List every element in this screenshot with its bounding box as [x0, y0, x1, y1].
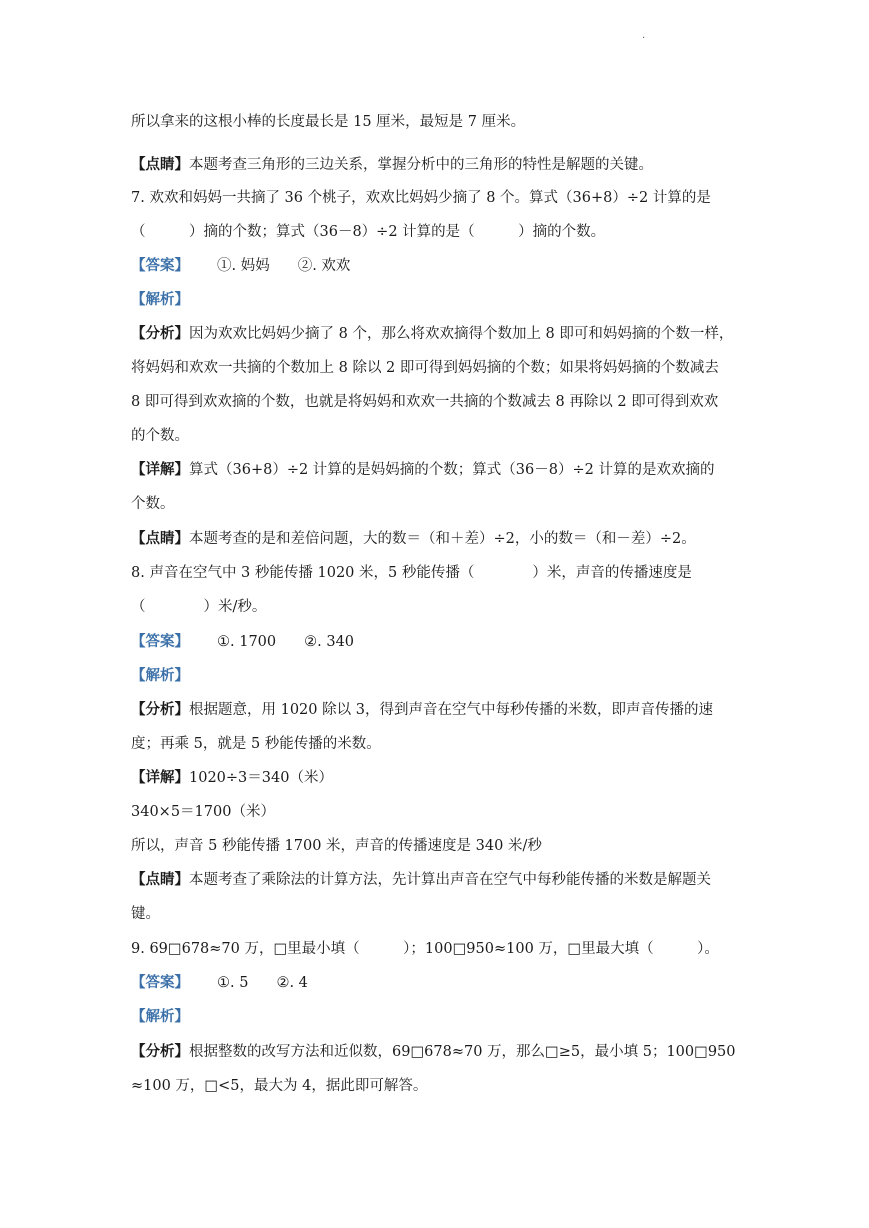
answer-tag: 【答案】: [131, 633, 189, 650]
line-text: 本题考查的是和差倍问题，大的数＝（和＋差）÷2，小的数＝（和－差）÷2。: [189, 531, 696, 547]
answer-2: ②. 欢欢: [297, 258, 351, 274]
text-line: 8 即可得到欢欢摘的个数，也就是将妈妈和欢欢一共摘的个数减去 8 再除以 2 即可得到欢欢: [131, 394, 719, 410]
answer-line: [131, 632, 741, 652]
answer-1: ①. 5: [217, 975, 249, 991]
text-line: 的个数。: [131, 428, 189, 444]
text-line: 340×5＝1700（米）: [131, 804, 275, 820]
section-tag: 【分析】: [131, 701, 189, 718]
analysis-line: [131, 700, 741, 720]
question-7-cont: （ ）摘的个数；算式（36－8）÷2 计算的是（ ）摘的个数。: [131, 224, 606, 240]
analysis-line: [131, 324, 741, 344]
page-marker: .: [642, 30, 646, 41]
section-tag: 【详解】: [131, 461, 189, 478]
line-text: 本题考查三角形的三边关系，掌握分析中的三角形的特性是解题的关键。: [189, 157, 653, 173]
section-tag: 【点睛】: [131, 530, 189, 547]
comment-line: [131, 529, 741, 549]
answer-1: ①. 妈妈: [217, 258, 270, 274]
section-tag: 【点睛】: [131, 871, 189, 888]
analysis-tag: 【解析】: [131, 667, 189, 684]
question-7: 7. 欢欢和妈妈一共摘了 36 个桃子，欢欢比妈妈少摘了 8 个。算式（36+8）÷2 计算的是: [131, 190, 711, 206]
answer-2: ②. 340: [304, 634, 355, 650]
line-text: 根据整数的改写方法和近似数，69□678≈70 万，那么□≥5，最小填 5；100□950: [189, 1044, 736, 1060]
line-text: 因为欢欢比妈妈少摘了 8 个，那么将欢欢摘得个数加上 8 即可和妈妈摘的个数一样，: [189, 326, 734, 342]
detail-line: [131, 460, 741, 480]
text-line: 个数。: [131, 496, 175, 512]
answer-line: [131, 973, 741, 993]
line-text: 根据题意，用 1020 除以 3，得到声音在空气中每秒传播的米数，即声音传播的速: [189, 702, 713, 718]
comment-line: [131, 155, 741, 175]
question-8-cont: （ ）米/秒。: [131, 599, 267, 615]
question-9: 9. 69□678≈70 万，□里最小填（ ）；100□950≈100 万，□里最大填（ ）。: [131, 941, 719, 957]
detail-line: [131, 768, 741, 788]
text-line: 键。: [131, 906, 160, 922]
text-line: 所以拿来的这根小棒的长度最长是 15 厘米，最短是 7 厘米。: [131, 114, 526, 130]
answer-2: ②. 4: [276, 975, 308, 991]
section-tag: 【点睛】: [131, 156, 189, 173]
line-text: 本题考查了乘除法的计算方法，先计算出声音在空气中每秒能传播的米数是解题关: [189, 872, 711, 888]
section-tag: 【分析】: [131, 325, 189, 342]
comment-line: [131, 870, 741, 890]
question-8: 8. 声音在空气中 3 秒能传播 1020 米，5 秒能传播（ ）米，声音的传播速度是: [131, 565, 692, 581]
answer-tag: 【答案】: [131, 974, 189, 991]
answer-1: ①. 1700: [217, 634, 277, 650]
line-text: 1020÷3＝340（米）: [189, 770, 333, 786]
text-line: 所以，声音 5 秒能传播 1700 米，声音的传播速度是 340 米/秒: [131, 838, 542, 854]
line-text: 算式（36+8）÷2 计算的是妈妈摘的个数；算式（36－8）÷2 计算的是欢欢摘的: [189, 462, 715, 478]
text-line: 度；再乘 5，就是 5 秒能传播的米数。: [131, 736, 381, 752]
section-tag: 【详解】: [131, 769, 189, 786]
analysis-tag: 【解析】: [131, 291, 189, 308]
section-tag: 【分析】: [131, 1043, 189, 1060]
text-line: ≈100 万，□<5，最大为 4，据此即可解答。: [131, 1078, 428, 1094]
text-line: 将妈妈和欢欢一共摘的个数加上 8 除以 2 即可得到妈妈摘的个数；如果将妈妈摘的个数减去: [131, 360, 719, 376]
analysis-line: [131, 1042, 741, 1062]
answer-line: [131, 256, 741, 276]
answer-tag: 【答案】: [131, 257, 189, 274]
analysis-tag: 【解析】: [131, 1008, 189, 1025]
